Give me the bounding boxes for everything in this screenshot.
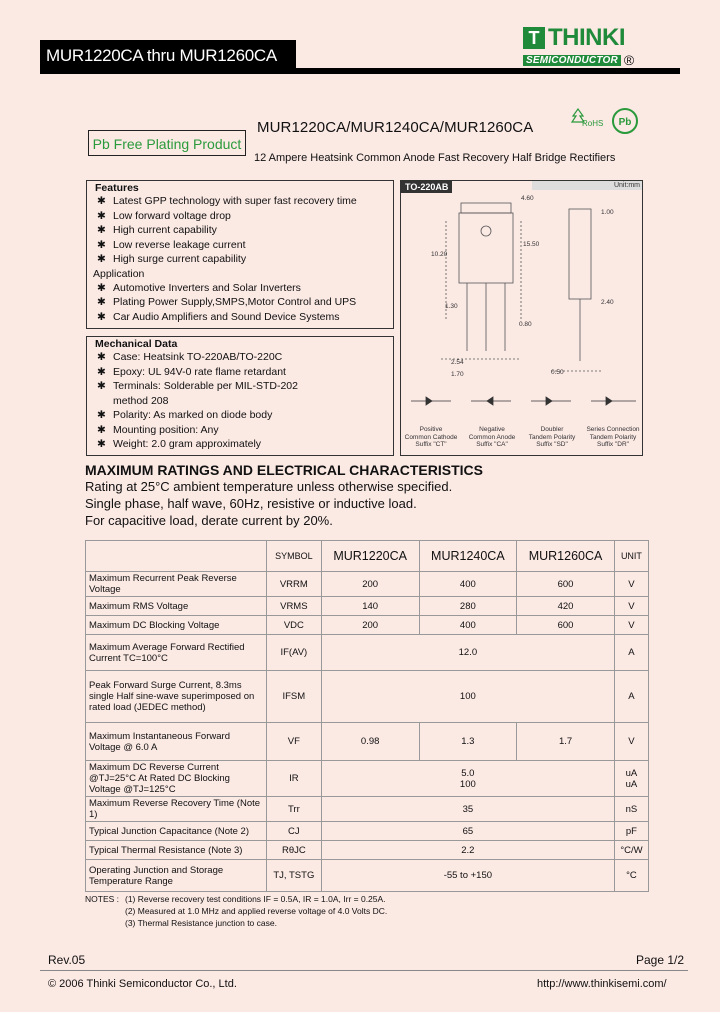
table-row: Maximum Instantaneous Forward Voltage @ 6.0 A VF 0.98 1.3 1.7 V: [86, 723, 649, 761]
dim-label: 0.80: [519, 321, 532, 328]
mechanical-title: Mechanical Data: [95, 338, 178, 350]
header-mur1240ca: MUR1240CA: [419, 541, 517, 572]
header-unit: UNIT: [614, 541, 648, 572]
logo-mark-icon: T: [523, 27, 545, 49]
dim-label: 15.50: [523, 241, 540, 248]
header-mur1260ca: MUR1260CA: [517, 541, 615, 572]
table-row: Maximum RMS Voltage VRMS 140 280 420 V: [86, 597, 649, 616]
table-row: Typical Thermal Resistance (Note 3) RθJC 2.2 °C/W: [86, 841, 649, 860]
pb-free-icon: Pb: [612, 108, 638, 134]
registered-mark: ®: [623, 52, 635, 68]
application-item: ✱ Car Audio Amplifiers and Sound Device Systems: [97, 310, 340, 323]
part-numbers: MUR1220CA/MUR1240CA/MUR1260CA: [257, 119, 534, 136]
document-title: MUR1220CA thru MUR1260CA: [40, 40, 296, 72]
dim-label: 4.60: [521, 195, 534, 202]
mechanical-item: method 208: [113, 394, 169, 407]
logo-name: THINKI: [548, 24, 625, 51]
table-row: Maximum Average Forward Rectified Current TC=100°C IF(AV) 12.0 A: [86, 635, 649, 671]
table-row: Maximum DC Blocking Voltage VDC 200 400 600 V: [86, 616, 649, 635]
package-diagram: [400, 180, 643, 456]
mechanical-item: ✱ Terminals: Solderable per MIL-STD-202: [97, 380, 298, 392]
circuit-caption-ct: Positive Common Cathode Suffix "CT": [404, 426, 458, 448]
notes: [85, 893, 387, 929]
application-item: ✱ Plating Power Supply,SMPS,Motor Control and UPS: [97, 296, 357, 308]
header-mur1220ca: MUR1220CA: [321, 541, 419, 572]
table-row: Maximum Recurrent Peak Reverse Voltage VRRM 200 400 600 V: [86, 572, 649, 597]
dim-label: 1.30: [445, 303, 458, 310]
dim-label: 1.70: [451, 371, 464, 378]
feature-item: ✱ High surge current capability: [97, 253, 247, 265]
circuit-caption-ca: Negative Common Anode Suffix "CA": [468, 426, 516, 448]
features-box: [86, 180, 394, 329]
copyright: © 2006 Thinki Semiconductor Co., Ltd.: [48, 978, 237, 990]
pb-free-badge: Pb Free Plating Product: [88, 130, 246, 156]
table-row: Maximum Reverse Recovery Time (Note 1) Trr 35 nS: [86, 797, 649, 822]
features-title: Features: [95, 182, 139, 194]
mechanical-item: ✱ Case: Heatsink TO-220AB/TO-220C: [97, 351, 283, 363]
header-symbol: SYMBOL: [266, 541, 321, 572]
dim-label: 2.40: [601, 299, 614, 306]
mechanical-item: ✱ Epoxy: UL 94V-0 rate flame retardant: [97, 365, 286, 378]
intro-line: For capacitive load, derate current by 20%.: [85, 513, 333, 528]
circuit-caption-dr: Series Connection Tandem Polarity Suffix "DR": [586, 426, 640, 448]
rohs-label: RoHS: [582, 119, 604, 128]
note-item: (2) Measured at 1.0 MHz and applied reverse voltage of 4.0 Volts DC.: [125, 906, 388, 916]
intro-line: Single phase, half wave, 60Hz, resistive or inductive load.: [85, 496, 417, 511]
mechanical-item: ✱ Polarity: As marked on diode body: [97, 409, 273, 421]
note-item: (3) Thermal Resistance junction to case.: [125, 918, 277, 928]
package-unit: Unit:mm: [532, 181, 642, 190]
dim-label: 0.50: [551, 369, 564, 376]
feature-item: ✱ Low reverse leakage current: [97, 238, 246, 251]
rohs-icon: [570, 107, 604, 131]
intro-line: Rating at 25°C ambient temperature unless otherwise specified.: [85, 479, 453, 494]
logo-subtitle: SEMICONDUCTOR: [523, 55, 621, 66]
application-title: Application: [93, 267, 145, 280]
page-number: Page 1/2: [636, 953, 685, 967]
footer-rule: [40, 970, 688, 971]
revision: Rev.05: [48, 953, 86, 967]
package-label: TO-220AB: [401, 181, 452, 193]
dim-label: 1.00: [601, 209, 614, 216]
application-item: ✱ Automotive Inverters and Solar Inverters: [97, 281, 301, 294]
package-outline-drawing: [401, 181, 644, 457]
circuit-caption-sd: Doubler Tandem Polarity Suffix "SD": [528, 426, 576, 448]
notes-label: NOTES :: [85, 894, 120, 904]
table-header-row: [86, 541, 649, 572]
table-row: Peak Forward Surge Current, 8.3ms single Half sine-wave superimposed on rated load (JEDEC method) IFSM 100 A: [86, 671, 649, 723]
product-subtitle: 12 Ampere Heatsink Common Anode Fast Recovery Half Bridge Rectifiers: [254, 152, 616, 164]
mechanical-data-box: [86, 336, 394, 456]
section-title: MAXIMUM RATINGS AND ELECTRICAL CHARACTERISTICS: [85, 462, 483, 478]
website-link[interactable]: http://www.thinkisemi.com/: [537, 978, 667, 990]
header-rule: [40, 68, 680, 74]
dim-label: 2.54: [451, 359, 464, 366]
feature-item: ✱ Low forward voltage drop: [97, 209, 231, 222]
mechanical-item: ✱ Mounting position: Any: [97, 423, 219, 436]
note-item: (1) Reverse recovery test conditions IF = 0.5A, IR = 1.0A, Irr = 0.25A.: [125, 894, 386, 904]
mechanical-item: ✱ Weight: 2.0 gram approximately: [97, 438, 262, 450]
table-row: Operating Junction and Storage Temperature Range TJ, TSTG -55 to +150 °C: [86, 860, 649, 892]
dim-label: 10.20: [431, 251, 448, 258]
ratings-table: [85, 540, 649, 892]
table-row: Maximum DC Reverse Current @TJ=25°C At Rated DC Blocking Voltage @TJ=125°C IR 5.0 100 uA uA: [86, 761, 649, 797]
company-logo: [523, 24, 693, 68]
feature-item: ✱ Latest GPP technology with super fast recovery time: [97, 195, 357, 207]
table-row: Typical Junction Capacitance (Note 2) CJ 65 pF: [86, 822, 649, 841]
feature-item: ✱ High current capability: [97, 224, 217, 236]
